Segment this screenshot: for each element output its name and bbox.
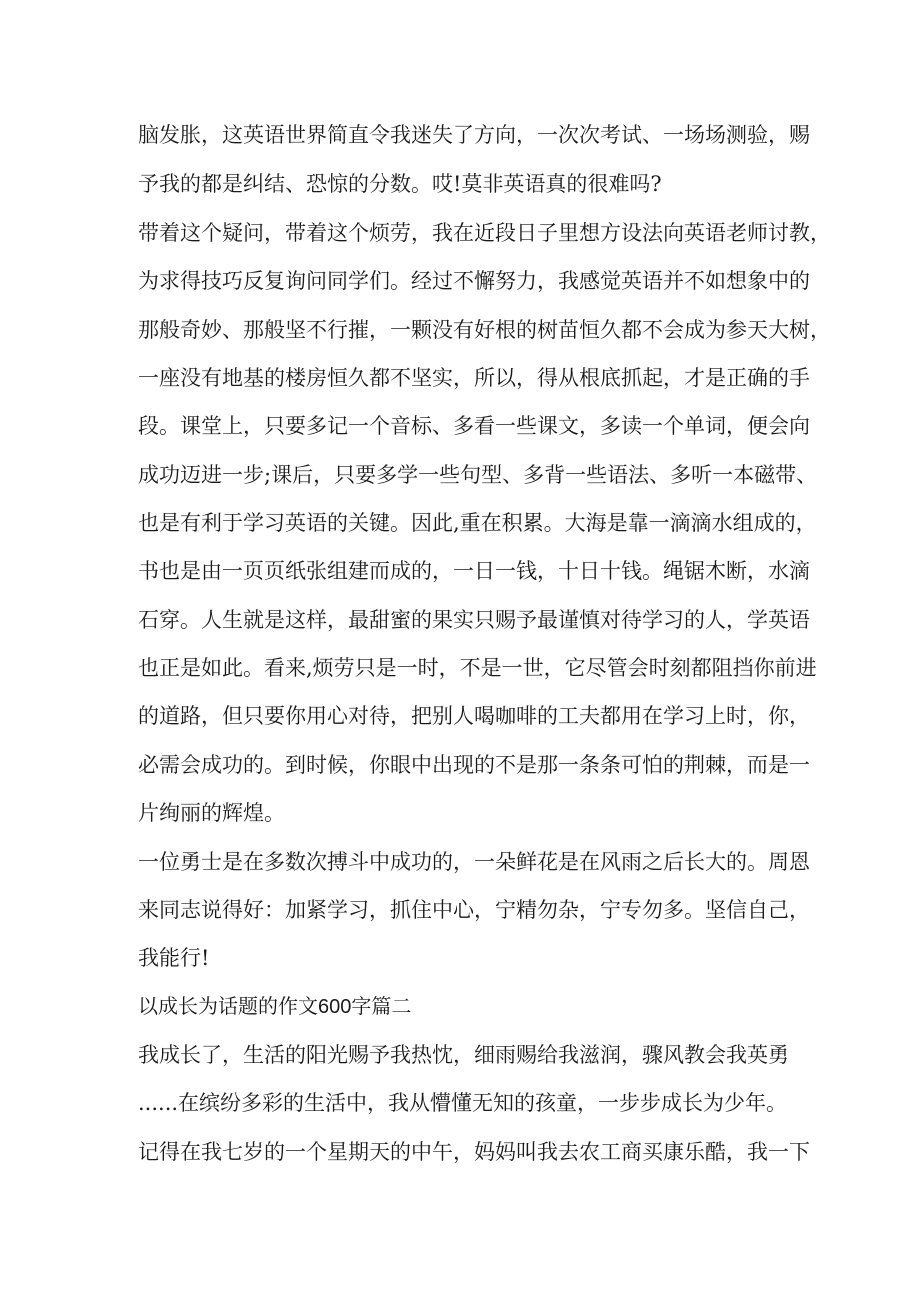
- text-line: 的道路，但只要你用心对待，把别人喝咖啡的工夫都用在学习上时，你，: [138, 704, 810, 728]
- text-line: 我能行!: [138, 946, 210, 970]
- text-line: 书也是由一页页纸张组建而成的，一日一钱，十日十钱。绳锯木断，水滴: [138, 559, 810, 583]
- text-line: 一位勇士是在多数次搏斗中成功的，一朵鲜花是在风雨之后长大的。周恩: [138, 850, 810, 874]
- text-line: 我成长了，生活的阳光赐予我热忱，细雨赐给我滋润，骤风教会我英勇: [138, 1043, 789, 1067]
- text-line: 片绚丽的辉煌。: [138, 801, 285, 825]
- text-line: ......在缤纷多彩的生活中，我从懵懂无知的孩童，一步步成长为少年。: [138, 1091, 788, 1115]
- text-line: 一座没有地基的楼房恒久都不坚实，所以，得从根底抓起，才是正确的手: [138, 366, 810, 390]
- text-line: 记得在我七岁的一个星期天的中午，妈妈叫我去农工商买康乐酷，我一下: [138, 1140, 810, 1164]
- text-line: 带着这个疑问，带着这个烦劳，我在近段日子里想方设法向英语老师讨教，: [138, 221, 831, 245]
- text-line: 那般奇妙、那般坚不行摧，一颗没有好根的树苗恒久都不会成为参天大树，: [138, 318, 831, 342]
- text-line: 脑发胀，这英语世界简直令我迷失了方向，一次次考试、一场场测验，赐: [138, 123, 810, 147]
- text-line: 段。课堂上，只要多记一个音标、多看一些课文，多读一个单词，便会向: [138, 414, 810, 438]
- text-line: 来同志说得好：加紧学习，抓住中心，宁精勿杂，宁专勿多。坚信自己，: [138, 898, 810, 922]
- section-heading: 以成长为话题的作文600字篇二: [138, 996, 412, 1018]
- text-line: 予我的都是纠结、恐惊的分数。哎!莫非英语真的很难吗?: [138, 172, 662, 196]
- text-line: 必需会成功的。到时候，你眼中出现的不是那一条条可怕的荆棘，而是一: [138, 753, 810, 777]
- text-line: 也正是如此。看来,烦劳只是一时，不是一世，它尽管会时刻都阻挡你前进: [138, 656, 817, 680]
- text-line: 石穿。人生就是这样，最甜蜜的果实只赐予最谨慎对待学习的人，学英语: [138, 608, 810, 632]
- text-line: 为求得技巧反复询问同学们。经过不懈努力，我感觉英语并不如想象中的: [138, 269, 810, 293]
- text-line: 成功迈进一步;课后，只要多学一些句型、多背一些语法、多听一本磁带、: [138, 463, 818, 487]
- text-line: 也是有利于学习英语的关键。因此,重在积累。大海是靠一滴滴水组成的，: [138, 511, 817, 535]
